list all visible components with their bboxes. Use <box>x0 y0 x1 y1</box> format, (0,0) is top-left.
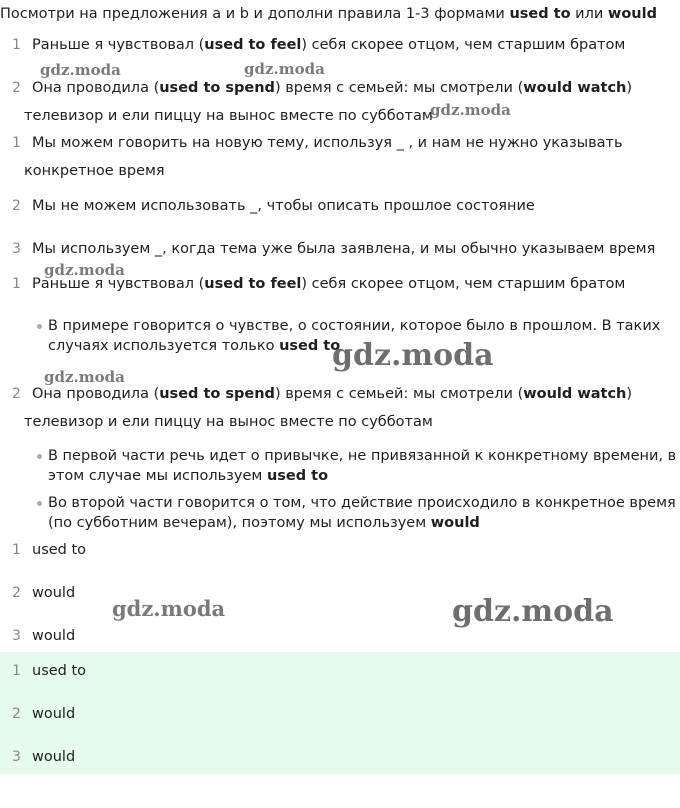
rule-3: Мы используем _, когда тема уже была заявлена, и мы обычно указываем время <box>32 241 656 257</box>
answer-number: 3 <box>12 628 21 644</box>
item-number: 1 <box>12 135 21 151</box>
final-answer-1: used to <box>32 663 87 679</box>
explanation-sentence-b: Она проводила (used to spend) время с семьей: мы смотрели (would watch) <box>32 386 633 402</box>
rule-1: Мы можем говорить на новую тему, используя _ , и нам не нужно указывать <box>32 135 623 151</box>
watermark: gdz.moda <box>452 594 614 629</box>
answer-number: 2 <box>12 585 21 601</box>
item-number: 2 <box>12 386 21 402</box>
watermark: gdz.moda <box>112 596 226 621</box>
explanation-sentence-b-line2: телевизор и ели пиццу на вынос вместе по субботам <box>24 414 433 430</box>
item-number: 2 <box>12 80 21 96</box>
rule-1-line2: конкретное время <box>24 163 165 179</box>
watermark: gdz.moda <box>332 338 494 373</box>
answer-number: 1 <box>12 542 21 558</box>
task-header: Посмотри на предложения a и b и дополни правила 1-3 формами used to или would <box>0 6 657 22</box>
watermark: gdz.moda <box>430 101 511 119</box>
rule-2: Мы не можем использовать _, чтобы описать прошлое состояние <box>32 198 535 214</box>
final-answer-number: 1 <box>12 663 21 679</box>
sentence-b-line2: телевизор и ели пиццу на вынос вместе по субботам <box>24 108 433 124</box>
watermark: gdz.moda <box>40 61 121 79</box>
explanation-sentence-a: Раньше я чувствовал (used to feel) себя скорее отцом, чем старшим братом <box>32 276 626 292</box>
bullet-3-line1: Во второй части говорится о том, что действие происходило в конкретное время <box>48 495 676 511</box>
bullet-1-line2: случаях используется только used to <box>48 338 341 354</box>
sentence-a: Раньше я чувствовал (used to feel) себя скорее отцом, чем старшим братом <box>32 37 626 53</box>
bullet-dot <box>37 324 42 329</box>
item-number: 2 <box>12 198 21 214</box>
answer-3: would <box>32 628 76 644</box>
answer-2: would <box>32 585 76 601</box>
watermark: gdz.moda <box>44 368 125 386</box>
final-answer-number: 3 <box>12 749 21 765</box>
bullet-2-line2: этом случае мы используем used to <box>48 468 329 484</box>
final-answer-3: would <box>32 749 76 765</box>
bullet-dot <box>37 501 42 506</box>
bullet-dot <box>37 454 42 459</box>
bullet-2-line1: В первой части речь идет о привычке, не привязанной к конкретному времени, в <box>48 448 677 464</box>
answer-1: used to <box>32 542 87 558</box>
final-answer-box <box>0 652 680 774</box>
watermark: gdz.moda <box>244 60 325 78</box>
item-number: 3 <box>12 241 21 257</box>
item-number: 1 <box>12 276 21 292</box>
sentence-b: Она проводила (used to spend) время с семьей: мы смотрели (would watch) <box>32 80 633 96</box>
final-answer-number: 2 <box>12 706 21 722</box>
bullet-1-line1: В примере говорится о чувстве, о состоянии, которое было в прошлом. В таких <box>48 318 661 334</box>
item-number: 1 <box>12 37 21 53</box>
bullet-3-line2: (по субботним вечерам), поэтому мы используем would <box>48 515 480 531</box>
final-answer-2: would <box>32 706 76 722</box>
watermark: gdz.moda <box>44 261 125 279</box>
